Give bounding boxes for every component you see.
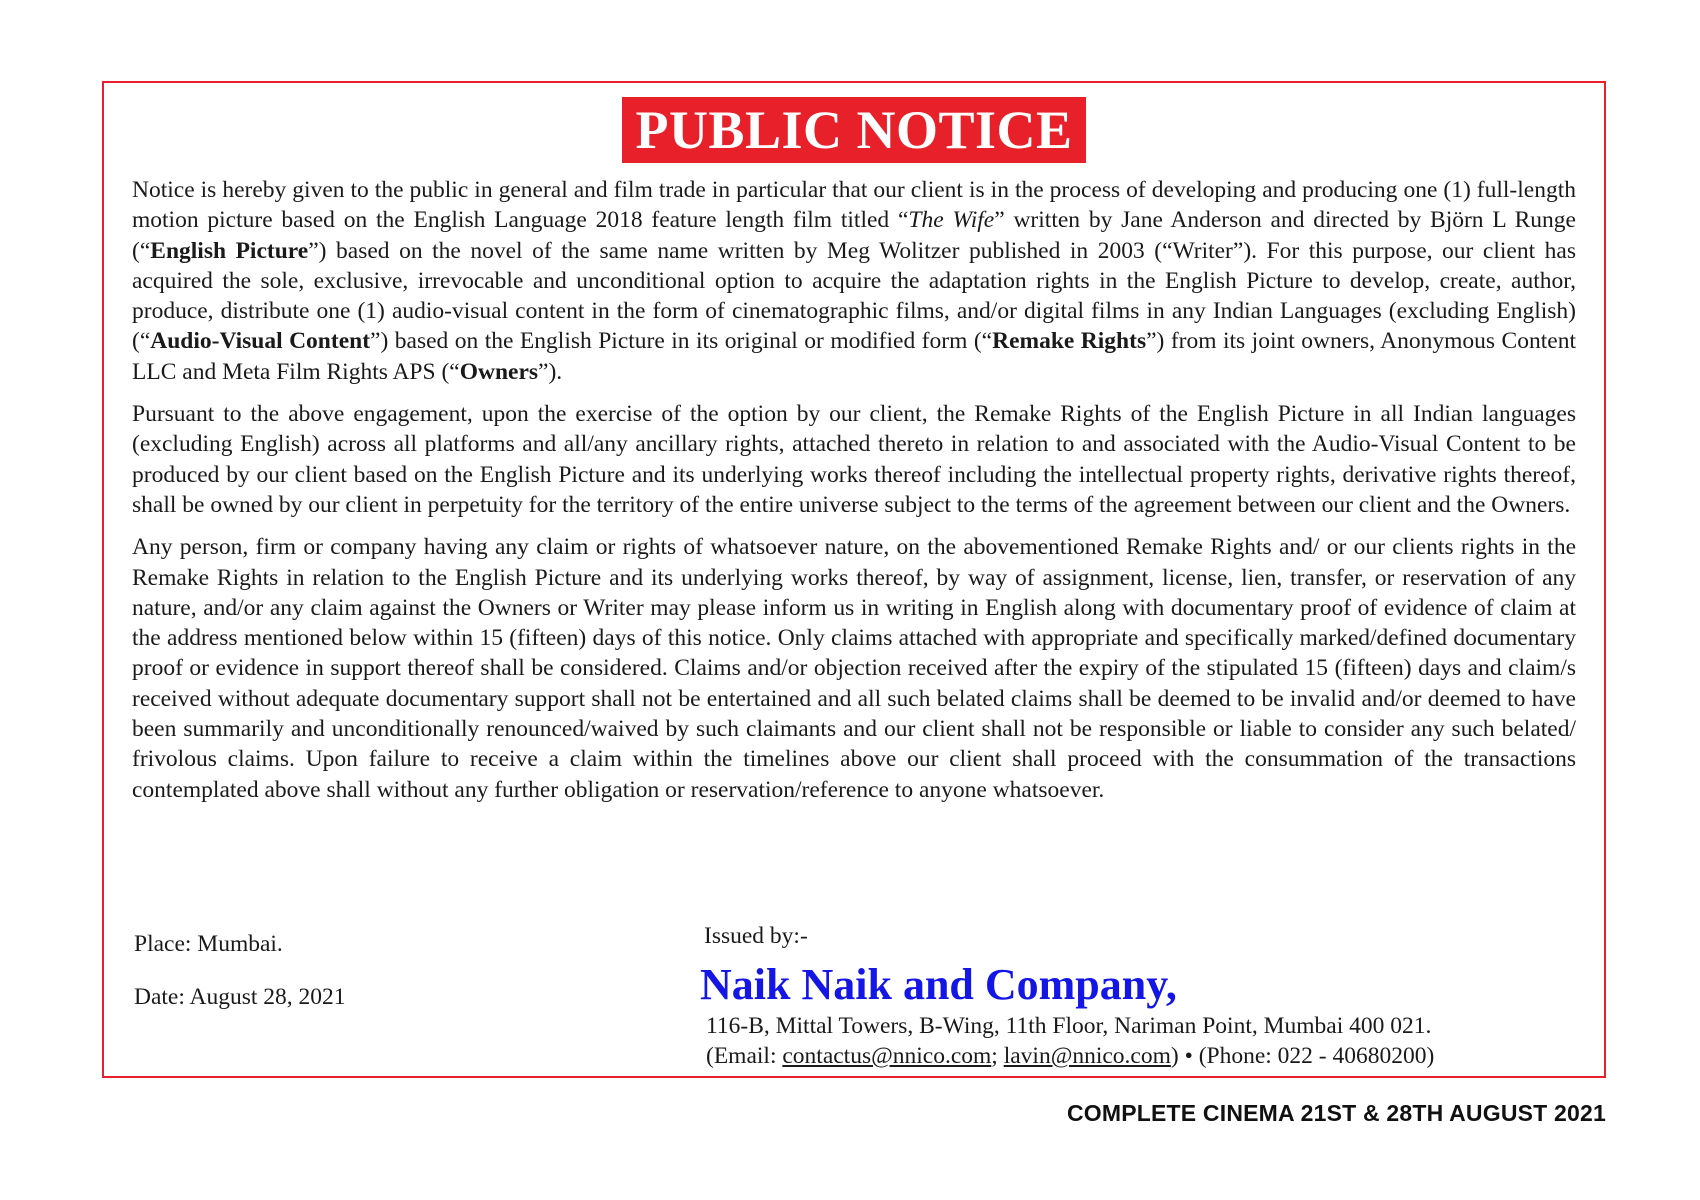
publication-credit: COMPLETE CINEMA 21ST & 28TH AUGUST 2021 xyxy=(1066,1100,1606,1126)
film-title: The Wife xyxy=(908,207,995,234)
p1-text-a: Notice is hereby given to the public in general and film trade in particular that our client is in the process of developing and producing one (1) full-length motion picture based on the English Language 2018 feature length film titled “ xyxy=(132,177,1576,234)
term-remake-rights: Remake Rights xyxy=(992,328,1147,355)
term-audio-visual-content: Audio-Visual Content xyxy=(150,328,371,355)
firm-address: 116-B, Mittal Towers, B-Wing, 11th Floor, Nariman Point, Mumbai 400 021. xyxy=(706,1013,1432,1039)
firm-contact xyxy=(706,1043,1434,1070)
contact-prefix: (Email: xyxy=(706,1043,783,1069)
firm-name: Naik Naik and Company, xyxy=(700,960,1177,1009)
p1-text-f: ”). xyxy=(538,358,563,385)
term-english-picture: English Picture xyxy=(150,237,309,264)
term-owners: Owners xyxy=(459,358,539,385)
notice-paragraph-3: Any person, firm or company having any claim or rights of whatsoever nature, on the abovementioned Remake Rights and/ or our clients rights in the Remake Rights in relation to the English Picture and its underlying works thereof, by way of assignment, license, lien, transfer, or reservation of any nature, and/or any claim against the Owners or Writer may please inform us in writing in English along with documentary proof of evidence of claim at the address mentioned below within 15 (fifteen) days of this notice. Only claims attached with appropriate and specifically marked/defined documentary proof or evidence in support thereof shall be considered. Claims and/or objection received after the expiry of the stipulated 15 (fifteen) days and claim/s received without adequate documentary support shall not be entertained and all such belated claims shall be deemed to be invalid and/or deemed to have been summarily and unconditionally renounced/waived by such claimants and our client shall not be responsible or liable to consider any such belated/ frivolous claims. Upon failure to receive a claim within the timelines above our client shall proceed with the consummation of the transactions contemplated above shall without any further obligation or reservation/reference to anyone whatsoever. xyxy=(132,534,1576,803)
public-notice-frame xyxy=(102,81,1606,1078)
notice-title: PUBLIC NOTICE xyxy=(622,97,1085,163)
p1-text-c: ”) based on the novel of the same name written by Meg Wolitzer published in 2003 (“Writer”). For this purpose, our client has acquired the sole, exclusive, irrevocable and unconditional option to acquire the adaptation rights in the English Picture to develop, create, author, produce, distribute one (1) audio-visual content in the form of cinematographic films, and/or digital films in any Indian Languages (excluding English) (“ xyxy=(132,237,1576,355)
place-line: Place: Mumbai. xyxy=(134,931,283,957)
notice-paragraph-2: Pursuant to the above engagement, upon the exercise of the option by our client, the Remake Rights of the English Picture in all Indian languages (excluding English) across all platforms and all/any ancillary rights, attached thereto in relation to and associated with the Audio-Visual Content to be produced by our client based on the English Picture and its underlying works thereof including the intellectual property rights, derivative rights thereof, shall be owned by our client in perpetuity for the territory of the entire universe subject to the terms of the agreement between our client and the Owners. xyxy=(132,401,1576,518)
notice-paragraph-1 xyxy=(132,175,1576,387)
p1-text-e: ”) from its joint owners, Anonymous Content LLC and Meta Film Rights APS (“ xyxy=(132,328,1576,385)
contact-separator: ; xyxy=(991,1043,1004,1069)
notice-body xyxy=(132,175,1576,805)
email-link-lavin[interactable]: lavin@nnico.com xyxy=(1003,1043,1171,1069)
p1-text-b: ” written by Jane Anderson and directed by Björn L Runge (“ xyxy=(132,207,1576,264)
email-link-contactus[interactable]: contactus@nnico.com xyxy=(782,1043,992,1069)
issued-by-label: Issued by:- xyxy=(704,923,808,949)
title-wrap xyxy=(104,97,1604,163)
date-line: Date: August 28, 2021 xyxy=(134,984,346,1010)
p1-text-d: ”) based on the English Picture in its original or modified form (“ xyxy=(370,328,993,355)
contact-phone: ) • (Phone: 022 - 40680200) xyxy=(1170,1043,1435,1069)
